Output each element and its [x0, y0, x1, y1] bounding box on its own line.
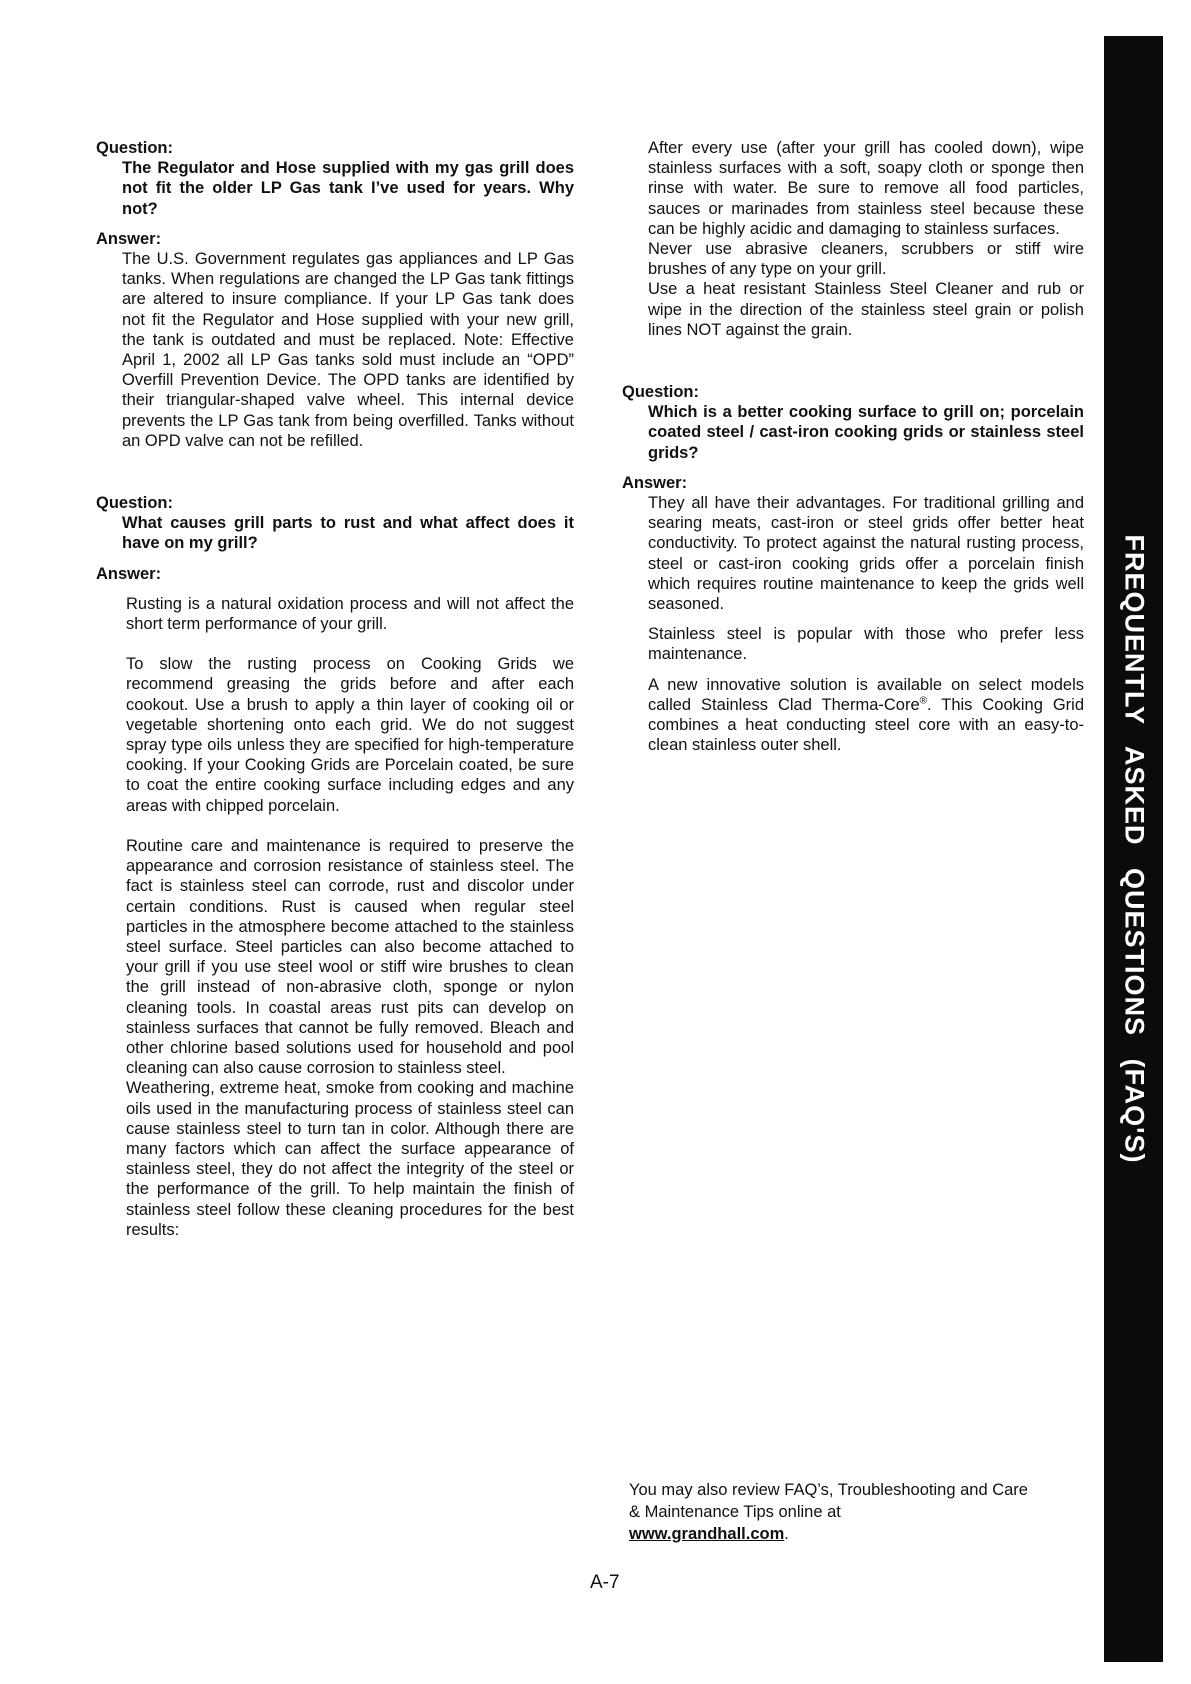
website-link[interactable]: www.grandhall.com	[629, 1525, 785, 1543]
question-label: Question:	[96, 139, 173, 157]
therma-core-text: A new innovative solution is available on select models called Stainless Clad Therma-Core	[648, 675, 1084, 714]
faq-rust	[96, 493, 574, 1240]
page-number: A-7	[590, 1572, 620, 1593]
question-text: The Regulator and Hose supplied with my gas grill does not fit the older LP Gas tank I’ve used for years. Why not?	[122, 159, 574, 218]
answer-label: Answer:	[96, 564, 162, 583]
therma-core-text-end: . This Cooking Grid combines a heat conducting steel core with an easy-to-clean stainless outer shell.	[648, 695, 1085, 755]
answer-paragraph: Weathering, extreme heat, smoke from cooking and machine oils used in the manufacturing process of stainless steel can cause stainless steel to turn tan in color. Although there are many factors which can affect the surface appearance of stainless steel, they do not affect the integrity of the steel or the performance of the grill. To help maintain the finish of stainless steel follow these cleaning procedures for the best results:	[126, 1079, 574, 1239]
answer-label: Answer:	[622, 473, 688, 492]
online-resources-note	[629, 1479, 1029, 1545]
answer-text: The U.S. Government regulates gas appliances and LP Gas tanks. When regulations are changed the LP Gas tank fittings are altered to insure compliance. If your LP Gas tank does not fit the Regulator and Hose supplied with your new grill, the tank is outdated and must be replaced. Note: Effective April 1, 2002 all LP Gas tanks sold must include an “OPD” Overfill Prevention Device. The OPD tanks are identified by their triangular-shaped valve wheel. This internal device prevents the LP Gas tank from being overfilled. Tanks without an OPD valve can not be refilled.	[122, 250, 574, 450]
cleaning-paragraph: Use a heat resistant Stainless Steel Cleaner and rub or wipe in the direction of the stainless steel grain or polish lines NOT against the grain.	[648, 280, 1084, 339]
faq-cooking-surface	[622, 382, 1084, 755]
cleaning-paragraph: After every use (after your grill has cooled down), wipe stainless surfaces with a soft, soapy cloth or sponge then rinse with water. Be sure to remove all food particles, sauces or marinades from stainless steel because these can be highly acidic and damaging to stainless surfaces.	[648, 139, 1084, 238]
answer-paragraph: Rusting is a natural oxidation process and will not affect the short term performance of your grill.	[126, 594, 574, 634]
registered-mark: ®	[919, 695, 928, 707]
answer-paragraph	[648, 675, 1084, 756]
faq-regulator	[96, 138, 574, 451]
right-column	[622, 138, 1084, 755]
sidebar-title: FREQUENTLY ASKED QUESTIONS (FAQ'S)	[1119, 534, 1149, 1164]
left-column	[96, 138, 574, 1240]
answer-paragraph: To slow the rusting process on Cooking Grids we recommend greasing the grids before and after each cookout. Use a brush to apply a thin layer of cooking oil or vegetable shortening onto each grid. We do not suggest spray type oils unless they are specified for high-temperature cooking. If your Cooking Grids are Porcelain coated, be sure to coat the entire cooking surface including edges and any areas with chipped porcelain.	[126, 655, 574, 815]
question-text: Which is a better cooking surface to grill on; porcelain coated steel / cast-iron cooking grids or stainless steel grids?	[648, 403, 1084, 462]
answer-paragraph: They all have their advantages. For traditional grilling and searing meats, cast-iron or steel grids offer better heat conductivity. To protect against the natural rusting process, steel or cast-iron cooking grids offer a porcelain finish which requires routine maintenance to keep the grids well seasoned.	[648, 494, 1084, 614]
link-period: .	[784, 1525, 789, 1543]
answer-paragraph: Stainless steel is popular with those who prefer less maintenance.	[648, 625, 1084, 664]
online-note-text: You may also review FAQ’s, Troubleshooting and Care & Maintenance Tips online at	[629, 1481, 1028, 1521]
answer-paragraph: Routine care and maintenance is required to preserve the appearance and corrosion resistance of stainless steel. The fact is stainless steel can corrode, rust and discolor under certain conditions. Rust is caused when regular steel particles in the atmosphere become attached to the stainless steel surface. Steel particles can also become attached to your grill if you use steel wool or stiff wire brushes to clean the grill instead of non-abrasive cloth, sponge or nylon cleaning tools. In coastal areas rust pits can develop on stainless surfaces that cannot be fully removed. Bleach and other chlorine based solutions used for household and pool cleaning can also cause corrosion to stainless steel.	[126, 836, 574, 1078]
cleaning-procedures	[622, 138, 1084, 340]
question-label: Question:	[622, 383, 699, 402]
answer-label: Answer:	[96, 229, 162, 248]
cleaning-paragraph: Never use abrasive cleaners, scrubbers or stiff wire brushes of any type on your grill.	[648, 240, 1084, 279]
question-text: What causes grill parts to rust and what affect does it have on my grill?	[122, 514, 574, 553]
question-label: Question:	[96, 494, 173, 513]
section-sidebar	[1104, 36, 1163, 1662]
